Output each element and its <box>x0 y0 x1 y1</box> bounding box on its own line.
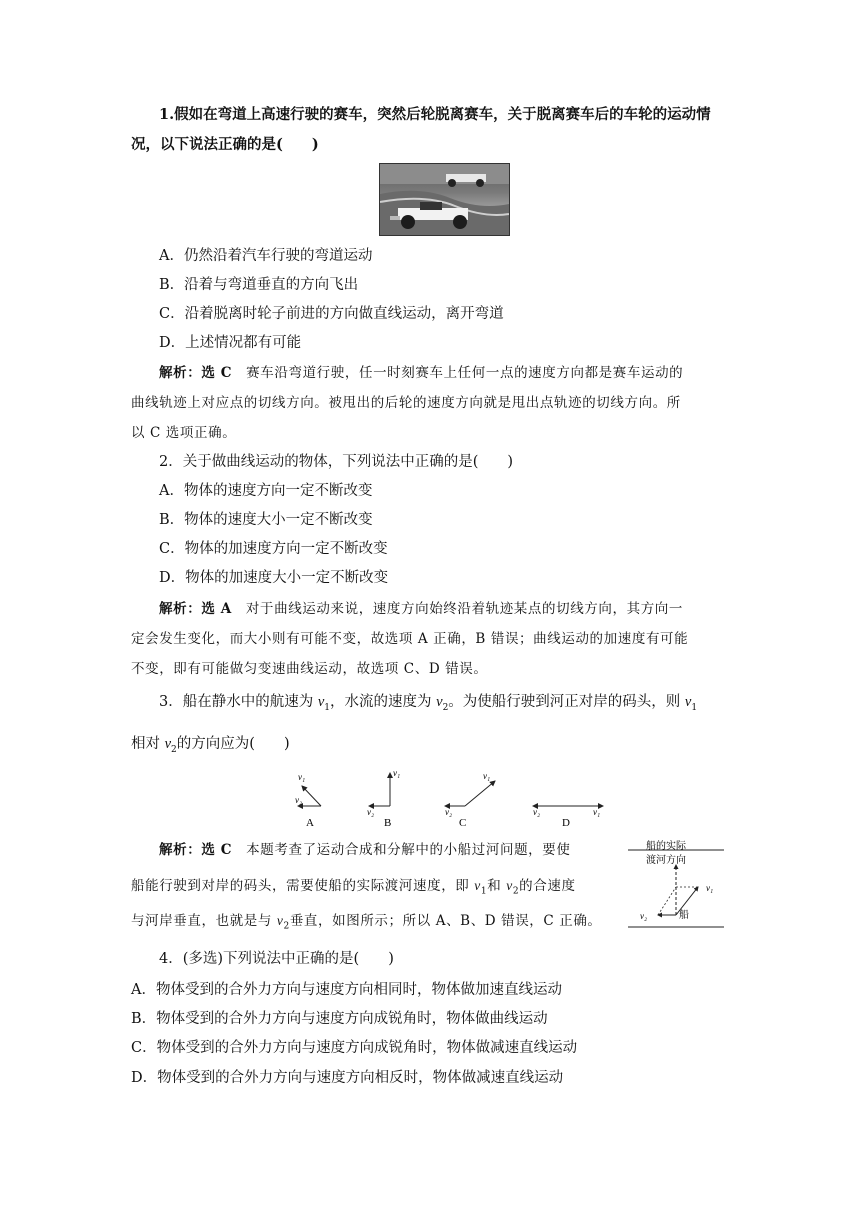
diagram-b-v1-label: v₁ <box>393 768 401 778</box>
q4-option-d: D．物体受到的合外力方向与速度方向相反时，物体做减速直线运动 <box>131 1070 564 1086</box>
q3-stem-a: 3．船在静水中的航速为 <box>159 694 318 710</box>
q1-analysis-label: 解析： <box>159 365 202 381</box>
q3-sub: 1 <box>324 702 331 713</box>
diagram-a-v1-label: v₁ <box>298 772 306 782</box>
race-car-photo <box>379 163 510 236</box>
q3-sub: 2 <box>171 744 177 755</box>
q1-option-d: D．上述情况都有可能 <box>159 335 302 351</box>
q3-option-diagrams <box>285 765 615 830</box>
q2-option-a: A．物体的速度方向一定不断改变 <box>159 483 373 499</box>
q2-stem: 2．关于做曲线运动的物体，下列说法中正确的是( ) <box>159 454 514 470</box>
diagram-c-letter: C <box>459 817 467 829</box>
q2-option-d: D．物体的加速度大小一定不断改变 <box>159 570 389 586</box>
q1-stem-line1: 1.假如在弯道上高速行驶的赛车，突然后轮脱离赛车，关于脱离赛车后的车轮的运动情 <box>159 106 711 123</box>
q3-stem-c: 。为使船行驶到河正对岸的码头，则 <box>448 694 685 710</box>
q4-option-a: A．物体受到的合外力方向与速度方向相同时，物体做加速直线运动 <box>131 982 562 998</box>
q3-analysis-line3-a: 与河岸垂直，也就是与 <box>131 913 277 929</box>
q3-stem-line2 <box>131 730 731 765</box>
q3-sub: 2 <box>283 921 290 932</box>
q2-analysis-label: 解析： <box>159 601 202 617</box>
q3-var-v: v <box>506 878 513 893</box>
fig-label-1: 船的实际 <box>646 841 686 852</box>
race-car-image <box>380 164 509 235</box>
q3-var-v: v <box>276 913 284 928</box>
q1-option-a: A．仍然沿着汽车行驶的弯道运动 <box>159 248 373 264</box>
q3-sub: 1 <box>480 886 488 897</box>
diagram-b <box>367 768 400 829</box>
q3-var-v: v <box>684 694 692 710</box>
q3-analysis-line2-b: 和 <box>487 878 507 894</box>
q3-analysis-choice: 选 C <box>201 842 233 858</box>
q2-option-c: C．物体的加速度方向一定不断改变 <box>159 541 388 557</box>
diagram-d-v2-label: v₂ <box>533 807 541 817</box>
q1-analysis-line2: 曲线轨迹上对应点的切线方向。被甩出的后轮的速度方向就是甩出点轨迹的切线方向。所 <box>131 395 681 411</box>
q1-option-c: C．沿着脱离时轮子前进的方向做直线运动，离开弯道 <box>159 306 504 322</box>
diagram-b-letter: B <box>384 817 392 829</box>
q3-stem-b: ，水流的速度为 <box>330 694 437 710</box>
q3-var-v: v <box>317 694 325 710</box>
q4-stem: 4．(多选)下列说法中正确的是( ) <box>159 951 394 967</box>
q1-analysis-text1: 赛车沿弯道行驶，任一时刻赛车上任何一点的速度方向都是赛车运动的 <box>246 365 684 381</box>
q3-river-figure <box>626 835 736 935</box>
diagram-a-v2-label: v₂ <box>295 795 303 805</box>
fig-boat-label: 船 <box>679 910 689 921</box>
q3-analysis-text1: 本题考查了运动合成和分解中的小船过河问题，要使 <box>246 842 571 858</box>
q3-var-v: v <box>474 878 481 893</box>
diagram-b-v2-label: v₂ <box>367 807 375 817</box>
q4-option-b: B．物体受到的合外力方向与速度方向成锐角时，物体做曲线运动 <box>131 1011 548 1027</box>
diagram-c-v1-label: v₁ <box>483 771 491 781</box>
diagram-a-letter: A <box>306 817 314 829</box>
q1-analysis-choice: 选 C <box>201 365 233 381</box>
diagram-d-v1-label: v₁ <box>593 807 601 817</box>
q3-stem-line2-a: 相对 <box>131 736 165 752</box>
q2-analysis-choice: 选 A <box>201 601 232 617</box>
q3-sub: 1 <box>691 702 698 713</box>
q2-analysis-line1 <box>159 595 759 624</box>
q2-analysis-line3: 不变，即有可能做匀变速曲线运动，故选项 C、D 错误。 <box>131 661 488 677</box>
q3-sub: 2 <box>442 702 449 713</box>
q1-option-b: B．沿着与弯道垂直的方向飞出 <box>159 277 359 293</box>
diagram-c-v2-label: v₂ <box>445 807 453 817</box>
q4-option-c: C．物体受到的合外力方向与速度方向成锐角时，物体做减速直线运动 <box>131 1040 578 1056</box>
q3-analysis-line3-b: 垂直，如图所示；所以 A、B、D 错误，C 正确。 <box>289 913 602 929</box>
q3-sub: 2 <box>512 886 520 897</box>
q3-var-v: v <box>436 694 443 710</box>
fig-v2-label: v₂ <box>640 911 648 921</box>
q3-analysis-line2-c: 的合速度 <box>519 878 576 894</box>
q3-stem-line1 <box>159 688 759 723</box>
fig-label-2: 渡河方向 <box>646 855 686 866</box>
q3-var-v: v <box>164 736 172 752</box>
diagram-d <box>533 806 603 829</box>
q1-analysis-line3: 以 C 选项正确。 <box>131 425 237 441</box>
diagram-d-letter: D <box>562 817 570 829</box>
q2-analysis-line2: 定会发生变化，而大小则有可能不变，故选项 A 正确，B 错误；曲线运动的加速度有可能 <box>131 631 689 647</box>
q3-analysis-line2-a: 船能行驶到对岸的码头，需要使船的实际渡河速度，即 <box>131 878 475 894</box>
fig-v1-label: v₁ <box>706 883 714 893</box>
diagram-c <box>445 771 495 829</box>
q2-option-b: B．物体的速度大小一定不断改变 <box>159 512 373 528</box>
q3-analysis-label: 解析： <box>159 842 202 858</box>
diagram-a <box>295 772 321 829</box>
q1-stem-line2: 况，以下说法正确的是( ) <box>131 136 319 153</box>
q3-stem-line2-b: 的方向应为( ) <box>176 736 290 752</box>
q1-analysis-line1 <box>159 359 759 388</box>
q2-analysis-text1: 对于曲线运动来说，速度方向始终沿着轨迹某点的切线方向，其方向一 <box>245 601 684 617</box>
